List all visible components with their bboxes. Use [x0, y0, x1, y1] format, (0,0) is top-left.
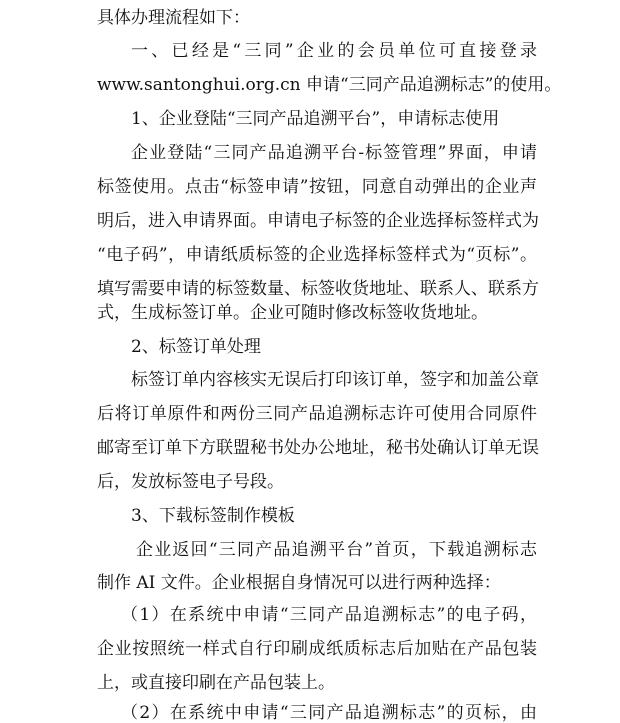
paragraph-line: 式，生成标签订单。企业可随时修改标签收货地址。	[97, 303, 488, 323]
paragraph-line: 标签使用。点击“标签申请”按钮，同意自动弹出的企业声	[97, 177, 537, 197]
paragraph-line: 明后，进入申请界面。申请电子标签的企业选择标签样式为	[97, 211, 539, 231]
paragraph-line: 企业按照统一样式自行印刷成纸质标志后加贴在产品包装	[97, 639, 537, 659]
section-one-heading: 一、已经是“三同”企业的会员单位可直接登录	[131, 41, 537, 61]
paragraph-line: 企业登陆“三同产品追溯平台-标签管理”界面，申请	[131, 143, 537, 163]
paragraph-line: “电子码”，申请纸质标签的企业选择标签样式为“页标”。	[97, 245, 537, 265]
website-line: www.santonghui.org.cn 申请“三同产品追溯标志”的使用。	[97, 75, 562, 95]
step-3-heading: 3、下载标签制作模板	[131, 506, 295, 526]
paragraph-line: 填写需要申请的标签数量、标签收货地址、联系人、联系方	[97, 279, 539, 299]
paragraph-line: 标签订单内容核实无误后打印该订单，签字和加盖公章	[131, 370, 539, 390]
paragraph-line: 上，或直接印刷在产品包装上。	[97, 673, 335, 693]
paragraph-line: 后将订单原件和两份三同产品追溯标志许可使用合同原件	[97, 404, 537, 424]
paragraph-line: 邮寄至订单下方联盟秘书处办公地址，秘书处确认订单无误	[97, 438, 539, 458]
paragraph-line: 制作 AI 文件。企业根据自身情况可以进行两种选择：	[97, 573, 501, 593]
option-1-line: （1）在系统中申请“三同产品追溯标志”的电子码，	[121, 605, 537, 625]
intro-line: 具体办理流程如下：	[97, 8, 250, 28]
option-2-line: （2）在系统中申请“三同产品追溯标志”的页标，由	[121, 703, 537, 723]
step-2-heading: 2、标签订单处理	[131, 337, 261, 357]
step-1-heading: 1、企业登陆“三同产品追溯平台”，申请标志使用	[131, 109, 500, 129]
paragraph-line: 企业返回“三同产品追溯平台”首页，下载追溯标志	[136, 540, 537, 560]
paragraph-line: 后，发放标签电子号段。	[97, 472, 284, 492]
